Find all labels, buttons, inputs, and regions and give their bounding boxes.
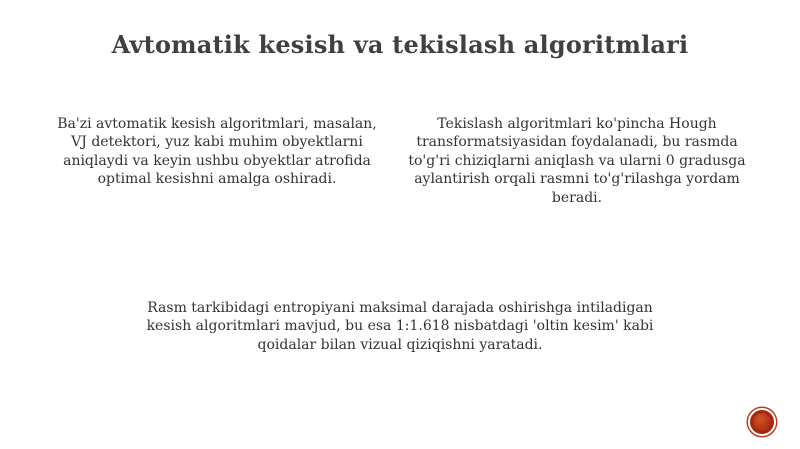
slide-title: Avtomatik kesish va tekislash algoritmlari — [111, 30, 689, 59]
paragraph-left: Ba'zi avtomatik kesish algoritmlari, masalan, VJ detektori, yuz kabi muhim obyektlarni aniqlaydi va keyin ushbu obyektlar atrofida optimal kesishni amalga oshiradi. — [57, 116, 377, 188]
next-slide-button[interactable] — [748, 408, 776, 436]
red-circle-icon — [753, 413, 771, 431]
paragraph-bottom: Rasm tarkibidagi entropiyani maksimal darajada oshirishga intiladigan kesish algoritmlari mavjud, bu esa 1:1.618 nisbatdagi 'oltin kesim' kabi qoidalar bilan vizual qiziqishni yaratadi. — [146, 300, 654, 353]
paragraph-right: Tekislash algoritmlari ko'pincha Hough transformatsiyasidan foydalanadi, bu rasmda to'g'ri chiziqlarni aniqlash va ularni 0 gradusga aylantirish orqali rasmni to'g'rilashga yordam beradi. — [408, 116, 746, 206]
